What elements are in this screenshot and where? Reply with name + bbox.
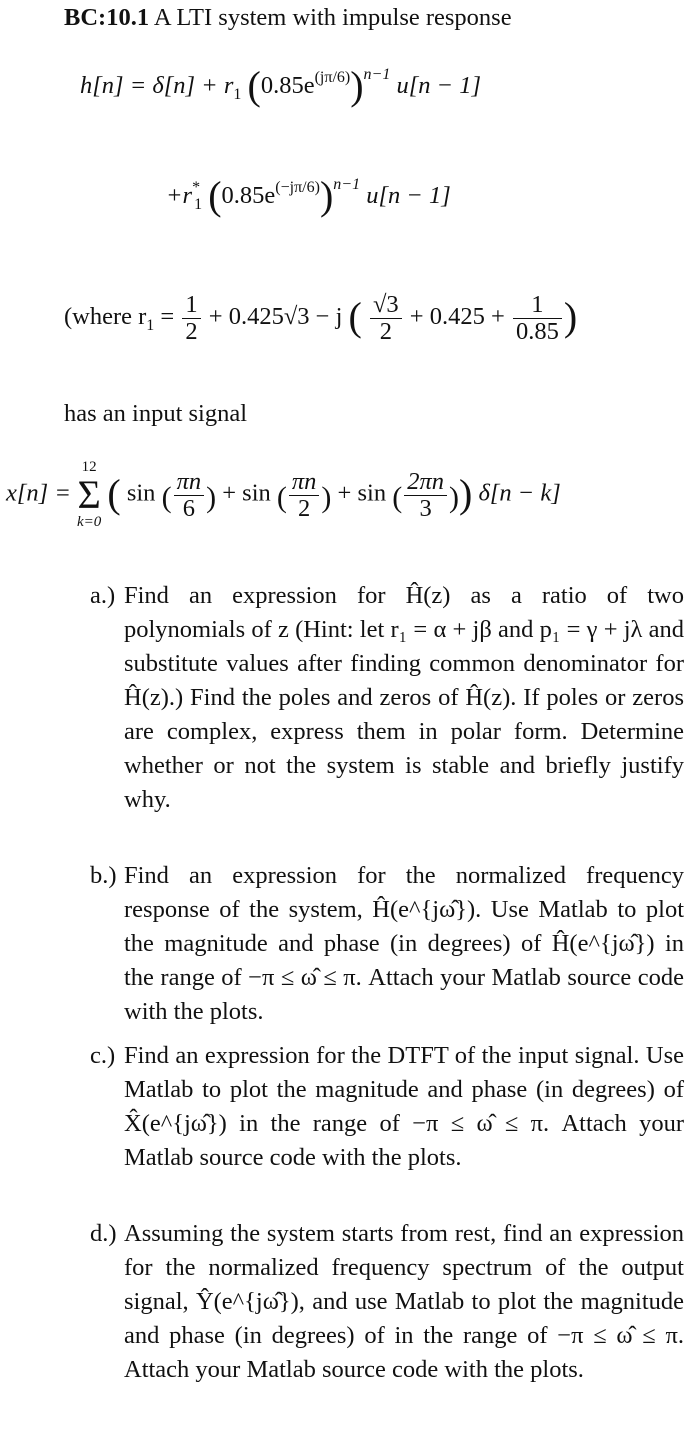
part-c bbox=[90, 1039, 684, 1175]
x-tail: δ[n − k] bbox=[478, 479, 561, 507]
h2-sub: 1 bbox=[194, 196, 203, 213]
problem-title: A LTI system with impulse response bbox=[153, 4, 512, 31]
r1-plus: + 0.425 + bbox=[409, 302, 505, 330]
sum-lower: k=0 bbox=[76, 514, 102, 530]
impulse-response-line-2 bbox=[166, 173, 451, 218]
part-text: Assuming the system starts from rest, find an expression for the normalized frequency spectrum of the output signal, Ŷ(e^{jω̂}), and use Matlab to plot the magnitude and phase (in degrees) of in the range of −π ≤ ω̂ ≤ π. Attach your Matlab source code with the plots. bbox=[124, 1220, 684, 1383]
h1-pow: n−1 bbox=[363, 66, 391, 83]
paren-close: ) bbox=[350, 63, 364, 108]
part-text: Find an expression for the DTFT of the input signal. Use Matlab to plot the magnitude and phase (in degrees) of X̂(e^{jω̂}) in the range of −π ≤ ω̂ ≤ π. Attach your Matlab source code with the plots. bbox=[124, 1042, 684, 1171]
sin2-frac: $\frac{\pi n}{2}$ bbox=[289, 469, 320, 521]
r1-open: (where r bbox=[64, 302, 147, 330]
paren-open: ( bbox=[348, 293, 362, 339]
sum-upper: 12 bbox=[81, 459, 97, 475]
sigma-icon: Σ bbox=[77, 472, 101, 517]
part-a bbox=[90, 579, 684, 817]
r1-frac-2: $\frac{√3}{2}$ bbox=[370, 292, 402, 344]
part-text: Find an expression for Ĥ(z) as a ratio of two polynomials of z (Hint: let r₁ = α + jβ and p₁ = γ + jλ and substitute values after finding common denominator for Ĥ(z).) Find the poles and zeros of Ĥ(z). If poles or zeros are complex, express them in polar form. Determine whether or not the system is stable and briefly justify why. bbox=[124, 582, 684, 813]
sin1-frac: $\frac{\pi n}{6}$ bbox=[174, 469, 205, 521]
part-label: d.) bbox=[90, 1220, 117, 1247]
input-intro: has an input signal bbox=[64, 400, 248, 427]
h2-pow: n−1 bbox=[333, 176, 361, 193]
h2-exp: (−jπ/6) bbox=[275, 179, 320, 196]
paren-close: ) bbox=[563, 293, 578, 339]
paren-close: ) bbox=[459, 470, 473, 516]
r1-frac-1: $\frac{1}{2}$ bbox=[182, 292, 200, 344]
h1-sub: 1 bbox=[233, 86, 242, 103]
r1-eq: = bbox=[160, 302, 175, 330]
h2-sup: * bbox=[192, 179, 201, 196]
r1-sub: 1 bbox=[146, 316, 155, 334]
sin3-frac: $\frac{2\pi n}{3}$ bbox=[404, 469, 447, 521]
part-text: Find an expression for the normalized frequency response of the system, Ĥ(e^{jω̂}). Use Matlab to plot the magnitude and phase (in degrees) of Ĥ(e^{jω̂}) in the range of −π ≤ ω̂ ≤ π. Attach your Matlab source code with the plots. bbox=[124, 862, 684, 1025]
part-d bbox=[90, 1217, 684, 1387]
r1-mid: + 0.425√3 − j bbox=[208, 302, 343, 330]
h1-base: 0.85e bbox=[260, 72, 315, 99]
problem-heading bbox=[64, 4, 512, 32]
h2-base: 0.85e bbox=[221, 182, 276, 209]
x-lhs: x[n] = bbox=[6, 479, 71, 507]
paren-open: ( bbox=[247, 63, 261, 108]
paren-open: ( bbox=[107, 470, 121, 516]
paren-close: ) bbox=[319, 173, 334, 218]
h2-tail: u[n − 1] bbox=[366, 182, 451, 209]
part-label: b.) bbox=[90, 862, 117, 889]
impulse-response-line-1 bbox=[80, 63, 482, 108]
input-signal-equation: x[n] = 12 Σ k=0 ( sin ( $\frac{\pi n}{6}$ ) + sin ( $\frac{\pi n}{2}$ ) + sin ( $\frac{2\pi n}{3}$ )) δ[n − k] bbox=[6, 459, 561, 530]
h1-tail: u[n − 1] bbox=[396, 72, 482, 99]
h1-lhs: h[n] = δ[n] + r bbox=[80, 72, 234, 99]
r1-frac-3: $\frac{1}{0.85}$ bbox=[513, 292, 562, 344]
part-label: c.) bbox=[90, 1042, 116, 1069]
r1-definition bbox=[64, 292, 577, 344]
part-b bbox=[90, 859, 684, 1029]
paren-open: ( bbox=[208, 173, 222, 218]
h1-exp: (jπ/6) bbox=[314, 69, 351, 86]
problem-id: BC:10.1 bbox=[64, 4, 150, 31]
summation bbox=[77, 460, 101, 530]
part-label: a.) bbox=[90, 582, 116, 609]
h2-lead: +r bbox=[166, 182, 193, 209]
